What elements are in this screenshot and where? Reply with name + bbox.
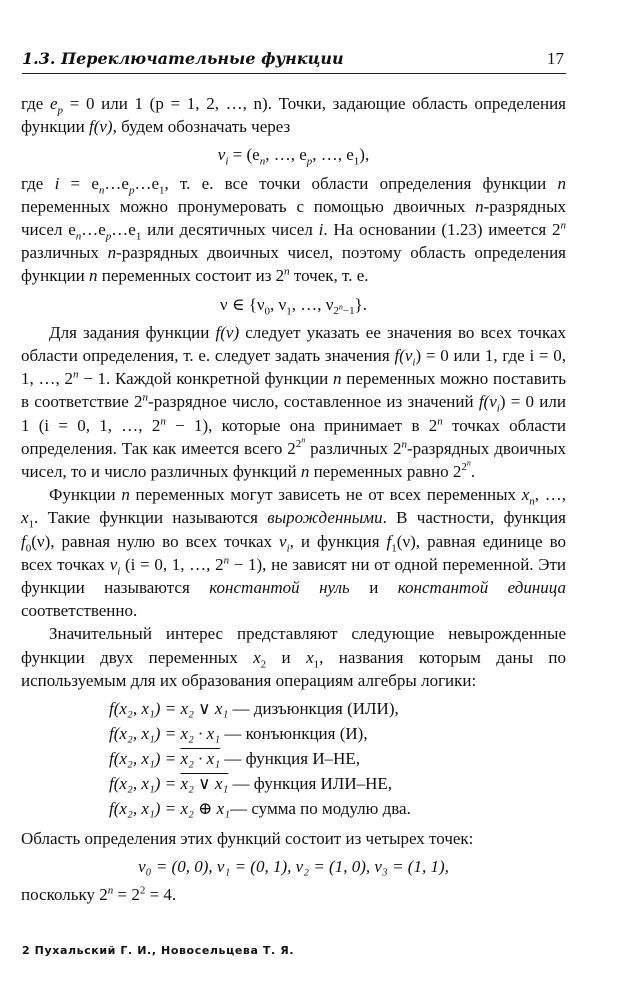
paragraph-7: поскольку $2^n = 2^2 = 4$. [21, 884, 177, 905]
equation-nor: f(x₂, x₁) = x₂ ∨ x₁ — функция ИЛИ–НЕ, [109, 774, 393, 794]
equation-nand: f(x₂, x₁) = x₂ · x₁ — функция И–НЕ, [109, 749, 361, 769]
equation-domain-points: ν₀ = (0, 0), ν₁ = (0, 1), ν₂ = (1, 0), ν₃ = (1, 1), [138, 857, 449, 877]
running-header [22, 47, 566, 74]
page-number: 17 [547, 49, 564, 68]
signature-footnote: 2 Пухальский Г. И., Новосельцева Т. Я. [22, 944, 295, 957]
section-title: 1.3. Переключательные функции [22, 49, 344, 68]
equation-nu-i: $\nu_i = (e_n$, …, $e_p$, …, $e_1$), [217, 145, 370, 168]
equation-and: f(x₂, x₁) = x₂ · x₁ — конъюнкция (И), [109, 724, 368, 744]
page-body [21, 92, 566, 907]
paragraph-4: Функции n переменных могут зависеть не от всех переменных $x_n$, …, $x_1$. Такие функции называются вырожденными. В частности, функция $f_0(\nu)$, равная нулю во всех точках $\nu_i$, и функция $f_1(\nu)$, равная единице во всех точках $\nu_i$ (i = 0, 1, …, $2^n - 1$), не зависят ни от одной переменной. Эти функции называются константой нуль и константой единица соответственно. [21, 485, 566, 621]
equation-nu-set: ν ∈ {$\nu_0$, $\nu_1$, …, $\nu_{2^n-1}$}. [219, 294, 368, 318]
equation-or: f(x₂, x₁) = x₂ ∨ x₁ — дизъюнкция (ИЛИ), [109, 699, 399, 719]
paragraph-3: Для задания функции f(ν) следует указать ее значения во всех точках области определения, т. е. следует задать значения $f(\nu_i) = 0$ или 1, где i = 0, 1, …, $2^n - 1$. Каждой конкретной функции n переменных можно поставить в соответствие 2$^n$-разрядное число, составленное из значений $f(\nu_i) = 0$ или 1 (i = 0, 1, …, $2^n - 1$), которые она принимает в 2$^n$ точках области определения. Так как имеется всего $2^{2^n}$ различных 2$^n$-разрядных двоичных чисел, то и число различных функций n переменных равно $2^{2^n}$. [21, 322, 567, 482]
logic-function-list [21, 696, 566, 821]
paragraph-1: где $e_p = 0$ или 1 (p = 1, 2, …, n). Точки, задающие область определения функции f(ν), будем обозначать через [21, 94, 566, 137]
paragraph-5: Значительный интерес представляют следующие невырожденные функции двух переменных $x_2$ и $x_1$, названия которым даны по используемым для их образования операциям алгебры логики: [21, 624, 567, 690]
equation-xor: f(x₂, x₁) = x₂ ⊕ x₁— сумма по модулю два. [109, 799, 411, 819]
paragraph-6: Область определения этих функций состоит из четырех точек: [21, 829, 474, 849]
paragraph-2: где $i = e_n\dots e_p\dots e_1$, т. е. все точки области определения функции n переменных можно пронумеровать с помощью двоичных n-разрядных чисел $e_n\dots e_p\dots e_1$ или десятичных чисел i. На основании (1.23) имеется 2$^n$ различных n-разрядных двоичных чисел, поэтому область определения функции n переменных состоит из 2$^n$ точек, т. е. [21, 173, 566, 286]
